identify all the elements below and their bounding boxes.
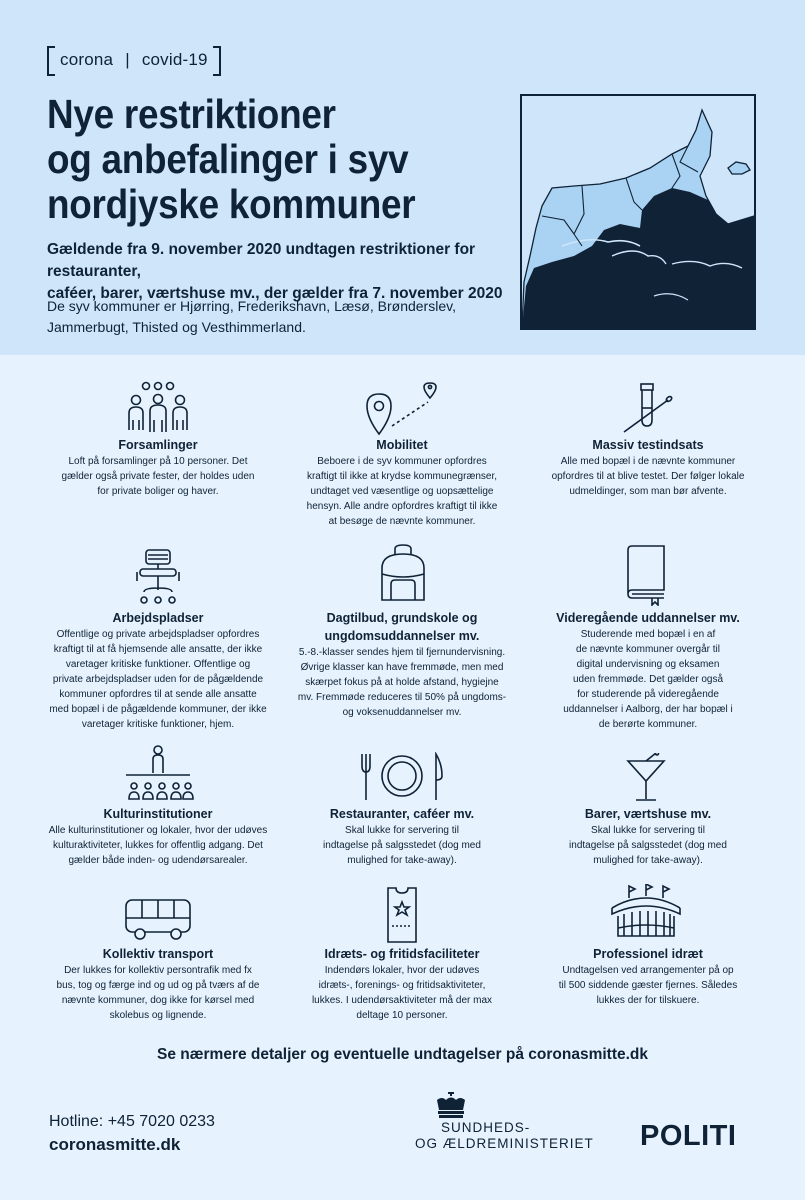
item-title: Professionel idræt	[593, 947, 703, 961]
text-line: hensyn. Alle andre opfordres kraftigt til ikke	[306, 501, 498, 512]
text-line: at besøge de nævnte kommuner.	[328, 516, 476, 527]
text-line: med bopæl i de pågældende kommuner, der ikke	[49, 704, 267, 715]
item-title: Mobilitet	[376, 438, 428, 452]
cutlery-plate-icon	[360, 752, 444, 802]
municipalities-intro	[47, 296, 467, 338]
item-title: Kulturinstitutioner	[103, 807, 213, 821]
text-line: gælder både inden- og udendørsarealer.	[68, 855, 248, 866]
text-line: bus, tog og færge ind og ud og på tværs af de	[56, 980, 260, 991]
item-title: Restauranter, caféer mv.	[329, 807, 475, 821]
text-line: Undtagelsen ved arrangementer på op	[562, 965, 734, 976]
item-videregaaende	[530, 609, 766, 732]
title-line: ungdomsuddannelser mv.	[324, 629, 480, 643]
text-line: Offentlige og private arbejdspladser opfordres	[56, 629, 260, 640]
text-line: for studerende på videregående	[577, 689, 719, 700]
item-idraet	[282, 945, 522, 1023]
people-group-icon	[126, 380, 190, 436]
item-text	[40, 627, 276, 732]
item-text	[282, 645, 522, 720]
text-line: Alle med bopæl i de nævnte kommuner	[560, 456, 736, 467]
text-line: gælder også private fester, der holdes uden	[61, 471, 255, 482]
intro-line: Jammerbugt, Thisted og Vesthimmerland.	[47, 319, 306, 335]
more-info-link[interactable]: Se nærmere detaljer og eventuelle undtagelser på coronasmitte.dk	[157, 1046, 648, 1063]
ticket-icon	[386, 886, 418, 944]
text-line: mulighed for take-away).	[593, 855, 703, 866]
item-text	[282, 823, 522, 868]
text-line: udmeldinger, som man bør afvente.	[569, 486, 727, 497]
school-bag-icon	[378, 544, 428, 602]
stadium-icon	[610, 884, 682, 942]
text-line: de berørte kommuner.	[598, 719, 698, 730]
text-line: skolebus og lignende.	[109, 1010, 207, 1021]
brand-separator: |	[125, 50, 130, 69]
item-text	[530, 454, 766, 499]
crown-logo-icon	[434, 1092, 468, 1123]
item-text	[282, 963, 522, 1023]
text-line: mulighed for take-away).	[347, 855, 457, 866]
text-line: opfordres til at blive testet. Der følger lokale	[551, 471, 745, 482]
item-title: Videregående uddannelser mv.	[556, 611, 740, 625]
item-transport	[40, 945, 276, 1023]
text-line: for private boliger og haver.	[97, 486, 219, 497]
text-line: skærpet fokus på at holde afstand, hygiejne	[305, 677, 499, 688]
page-title	[47, 92, 443, 227]
text-line: Øvrige klasser kan have fremmøde, men med	[300, 662, 504, 673]
item-text	[530, 627, 766, 732]
item-text	[40, 823, 276, 868]
item-forsamlinger	[40, 436, 276, 499]
item-title: Kollektiv transport	[102, 947, 214, 961]
title-line: Dagtilbud, grundskole og	[326, 611, 478, 625]
text-line: undtaget ved væsentlige og uopsættelige	[310, 486, 494, 497]
item-text	[40, 454, 276, 499]
police-logo: POLITI	[640, 1120, 737, 1152]
ministry-line: SUNDHEDS-	[441, 1120, 531, 1135]
item-title: Barer, værtshuse mv.	[584, 807, 712, 821]
text-line: idræts-, forenings- og fritidsaktiviteter,	[318, 980, 486, 991]
website-link[interactable]: coronasmitte.dk	[49, 1135, 181, 1154]
item-barer	[530, 805, 766, 868]
text-line: Skal lukke for servering til	[591, 825, 705, 836]
brand-covid: covid-19	[141, 50, 208, 69]
text-line: til 500 siddende gæster fjernes. Således	[558, 980, 738, 991]
text-line: uden fremmøde. Det gælder også	[572, 674, 724, 685]
item-title: Idræts- og fritidsfaciliteter	[324, 947, 480, 961]
cocktail-glass-icon	[626, 753, 666, 803]
item-text	[40, 963, 276, 1023]
location-route-icon	[366, 382, 440, 436]
item-text	[282, 454, 522, 529]
hotline-number[interactable]: Hotline: +45 7020 0233	[49, 1113, 215, 1130]
item-restauranter	[282, 805, 522, 868]
text-line: deltage 10 personer.	[356, 1010, 448, 1021]
text-line: kommuner opfordres til at sende alle ansatte	[59, 689, 257, 700]
item-dagtilbud	[282, 609, 522, 720]
title-line: og anbefalinger i syv	[47, 136, 409, 182]
text-line: Der lukkes for kollektiv persontrafik med fx	[64, 965, 252, 976]
text-line: kulturaktiviteter, lukkes for offentlig adgang. Det	[53, 840, 263, 851]
intro-line: De syv kommuner er Hjørring, Frederikshavn, Læsø, Brønderslev,	[47, 298, 456, 314]
item-title: Arbejdspladser	[112, 611, 204, 625]
bus-icon	[124, 896, 192, 942]
text-line: mv. Fremmøde reduceres til 50% på ungdoms-	[297, 692, 507, 703]
book-icon	[624, 544, 668, 606]
ministry-logo	[415, 1120, 615, 1152]
item-professionel	[530, 945, 766, 1008]
brand-corona: corona	[60, 50, 114, 69]
text-line: lukkes. I udendørsaktiviteter må der max	[311, 995, 493, 1006]
text-line: indtagelse på salgsstedet (dog med	[569, 840, 727, 851]
text-line: Skal lukke for servering til	[345, 825, 459, 836]
item-title: Massiv testindsats	[592, 438, 704, 452]
text-line: 5.-8.-klasser sendes hjem til fjernundervisning.	[298, 647, 506, 658]
text-line: uddannelser i Aalborg, der har bopæl i	[563, 704, 733, 715]
text-line: varetager kritiske funktioner, hjem.	[81, 719, 235, 730]
text-line: de nævnte kommuner overgår til	[576, 644, 720, 655]
title-line: Nye restriktioner	[47, 91, 336, 137]
text-line: kraftigt til ikke at krydse kommunegrænser,	[306, 471, 498, 482]
ministry-line: OG ÆLDREMINISTERIET	[415, 1136, 594, 1151]
item-text	[530, 963, 766, 1008]
text-line: Loft på forsamlinger på 10 personer. Det	[68, 456, 248, 467]
text-line: nævnte kommuner, dog ikke for kørsel med	[61, 995, 255, 1006]
text-line: Indendørs lokaler, hvor der udøves	[324, 965, 480, 976]
office-chair-icon	[136, 548, 180, 608]
text-line: lukkes der for tilskuere.	[596, 995, 700, 1006]
north-jutland-map	[520, 94, 756, 330]
brand-label	[47, 46, 221, 74]
text-line: indtagelse på salgsstedet (dog med	[323, 840, 481, 851]
text-line: Beboere i de syv kommuner opfordres	[317, 456, 487, 467]
text-line: varetager kritiske funktioner. Offentlige og	[65, 659, 251, 670]
map-graphic	[522, 96, 754, 328]
header-section	[0, 0, 805, 355]
text-line: digital undervisning og eksamen	[576, 659, 720, 670]
subtitle-line: Gældende fra 9. november 2020 undtagen restriktioner for restauranter,	[47, 241, 476, 280]
item-kultur	[40, 805, 276, 868]
item-mobilitet	[282, 436, 522, 529]
subtitle-line: caféer, barer, værtshuse mv., der gælder fra 7. november 2020	[47, 285, 503, 302]
item-title	[282, 609, 522, 645]
text-line: Alle kulturinstitutioner og lokaler, hvor der udøves	[48, 825, 268, 836]
stage-audience-icon	[122, 745, 194, 803]
item-arbejdspladser	[40, 609, 276, 732]
item-title: Forsamlinger	[118, 438, 198, 452]
item-testindsats	[530, 436, 766, 499]
text-line: kraftigt til at få hjemsende alle ansatte, der ikke	[53, 644, 263, 655]
title-line: nordjyske kommuner	[47, 181, 416, 227]
item-text	[530, 823, 766, 868]
text-line: og voksenuddannelser mv.	[342, 707, 462, 718]
text-line: private arbejdspladser uden for de pågældende	[52, 674, 264, 685]
test-tube-swab-icon	[622, 382, 674, 434]
text-line: Studerende med bopæl i en af	[580, 629, 716, 640]
